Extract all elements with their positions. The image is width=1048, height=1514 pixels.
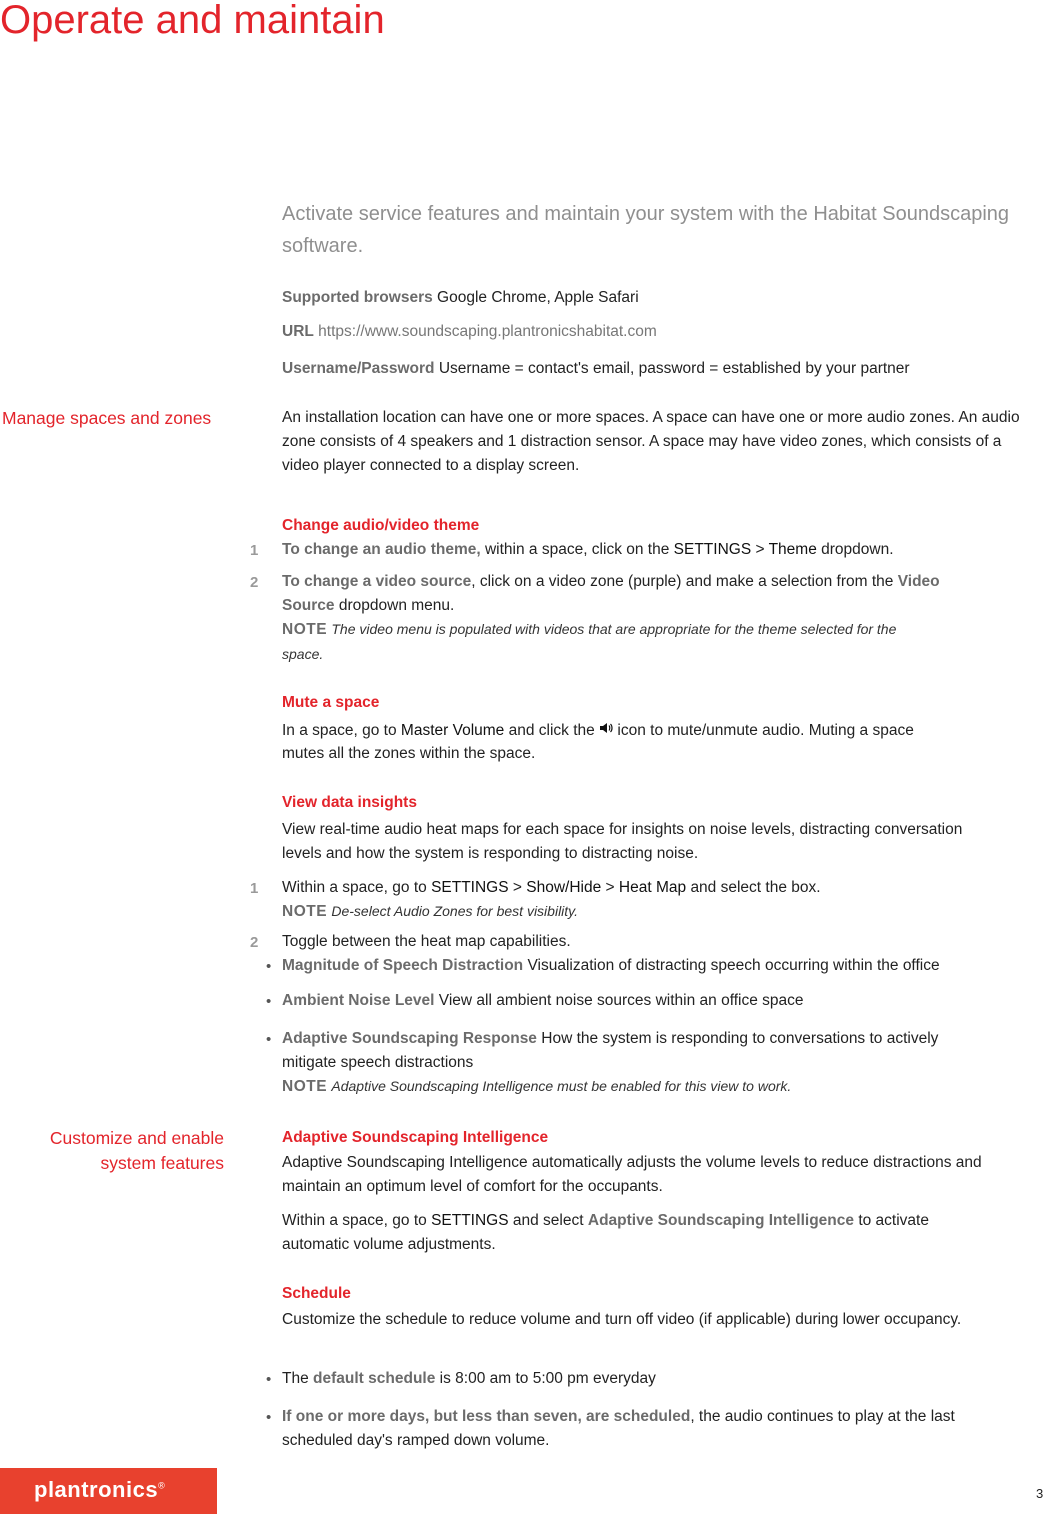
step-text: and select the box. bbox=[690, 879, 821, 896]
asi-text: and select bbox=[512, 1212, 584, 1229]
note-label: NOTE bbox=[282, 1078, 328, 1095]
mute-text: icon to mute/unmute audio. Muting a space bbox=[617, 722, 914, 739]
mute-text: and click the bbox=[508, 722, 595, 739]
url-label: URL bbox=[282, 323, 314, 340]
list-item bbox=[282, 992, 804, 1010]
item-text: scheduled day's ramped down volume. bbox=[282, 1432, 550, 1449]
note-text: space. bbox=[282, 646, 324, 662]
item-text: View all ambient noise sources within an office space bbox=[438, 992, 804, 1009]
insights-heading: View data insights bbox=[282, 794, 417, 811]
step-bold: To change an audio theme, bbox=[282, 541, 481, 558]
list-item bbox=[282, 1408, 955, 1426]
supported-browsers-line bbox=[282, 289, 639, 307]
section-heading-line: system features bbox=[100, 1153, 224, 1173]
note-text: The video menu is populated with videos that are appropriate for the theme selected for the bbox=[331, 621, 897, 637]
item-text: How the system is responding to conversations to actively bbox=[541, 1030, 939, 1047]
page-number: 3 bbox=[1036, 1486, 1044, 1501]
asi-text: to activate bbox=[858, 1212, 929, 1229]
schedule-heading: Schedule bbox=[282, 1285, 351, 1302]
heat-map-term: Heat Map bbox=[618, 879, 687, 896]
separator: > bbox=[605, 879, 615, 896]
theme-step-2-cont bbox=[282, 597, 454, 615]
bullet: • bbox=[266, 1409, 272, 1426]
registered-mark: ® bbox=[158, 1480, 166, 1491]
credentials-line bbox=[282, 360, 910, 378]
step-text: , click on a video zone (purple) and make a selection from the bbox=[471, 573, 894, 590]
list-item-cont bbox=[282, 1054, 473, 1072]
note-label: NOTE bbox=[282, 903, 328, 920]
list-item-cont bbox=[282, 1432, 549, 1450]
item-text: Visualization of distracting speech occurring within the office bbox=[527, 957, 940, 974]
mute-line-2 bbox=[282, 745, 535, 763]
asi-text: Within a space, go to bbox=[282, 1212, 427, 1229]
mute-line-1 bbox=[282, 721, 914, 740]
item-bold: default schedule bbox=[313, 1370, 436, 1387]
brand-name: plantronics bbox=[34, 1477, 159, 1502]
bullet: • bbox=[266, 1371, 272, 1388]
bullet: • bbox=[266, 1031, 272, 1048]
url-value[interactable]: https://www.soundscaping.plantronicshabitat.com bbox=[318, 323, 657, 340]
item-text: is 8:00 am to 5:00 pm everyday bbox=[439, 1370, 656, 1387]
settings-term: SETTINGS bbox=[431, 1212, 509, 1229]
item-text: mitigate speech distractions bbox=[282, 1054, 474, 1071]
source-term: Source bbox=[282, 597, 335, 614]
speaker-icon bbox=[599, 721, 613, 738]
theme-note bbox=[282, 621, 896, 639]
item-bold: Magnitude of Speech Distraction bbox=[282, 957, 524, 974]
step-text: Within a space, go to bbox=[282, 879, 427, 896]
url-line bbox=[282, 323, 657, 341]
section-heading-customize bbox=[0, 1126, 224, 1176]
theme-note-cont bbox=[282, 646, 323, 664]
step-text: dropdown menu. bbox=[338, 597, 455, 614]
item-bold: Ambient Noise Level bbox=[282, 992, 435, 1009]
insights-paragraph: View real-time audio heat maps for each space for insights on noise levels, distracting conversation levels and how the system is responding to distracting noise. bbox=[282, 821, 963, 862]
theme-step-1 bbox=[282, 541, 894, 559]
theme-term: Theme bbox=[768, 541, 817, 558]
asi-term: Adaptive Soundscaping Intelligence bbox=[587, 1212, 855, 1229]
item-text: , the audio continues to play at the last bbox=[690, 1408, 955, 1425]
page-title: Operate and maintain bbox=[0, 0, 385, 42]
item-bold: Adaptive Soundscaping Response bbox=[282, 1030, 537, 1047]
mute-text: In a space, go to bbox=[282, 722, 397, 739]
list-item bbox=[282, 957, 940, 975]
mute-text: mutes all the zones within the space. bbox=[282, 745, 536, 762]
step-number: 1 bbox=[250, 542, 259, 559]
settings-term: SETTINGS bbox=[431, 879, 509, 896]
schedule-paragraph: Customize the schedule to reduce volume and turn off video (if applicable) during lower occupancy. bbox=[282, 1311, 962, 1328]
item-bold: If one or more days, but less than seven, are scheduled bbox=[282, 1408, 691, 1425]
video-term: Video bbox=[897, 573, 940, 590]
item-text: The bbox=[282, 1370, 309, 1387]
step-text: Toggle between the heat map capabilities. bbox=[282, 933, 571, 950]
step-number: 2 bbox=[250, 574, 259, 591]
asi-paragraph: Adaptive Soundscaping Intelligence automatically adjusts the volume levels to reduce distractions and maintain an optimum level of comfort for the occupants. bbox=[282, 1154, 982, 1195]
browsers-label: Supported browsers bbox=[282, 289, 433, 306]
list-item bbox=[282, 1370, 656, 1388]
credentials-label: Username/Password bbox=[282, 360, 435, 377]
note-text: De-select Audio Zones for best visibility. bbox=[331, 903, 579, 919]
bullet: • bbox=[266, 958, 272, 975]
step-text: dropdown. bbox=[821, 541, 894, 558]
insights-step-1 bbox=[282, 879, 821, 897]
credentials-value: Username = contact's email, password = established by your partner bbox=[438, 360, 910, 377]
logo-text bbox=[34, 1477, 165, 1503]
section-heading-line: Customize and enable bbox=[49, 1128, 224, 1148]
show-hide-term: Show/Hide bbox=[526, 879, 602, 896]
note-text: Adaptive Soundscaping Intelligence must be enabled for this view to work. bbox=[331, 1078, 792, 1094]
insights-step-2 bbox=[282, 933, 571, 951]
insights-note-1 bbox=[282, 903, 578, 921]
asi-heading: Adaptive Soundscaping Intelligence bbox=[282, 1129, 549, 1146]
note-label: NOTE bbox=[282, 621, 328, 638]
step-number: 1 bbox=[250, 880, 259, 897]
asi-text: automatic volume adjustments. bbox=[282, 1236, 496, 1253]
settings-term: SETTINGS bbox=[673, 541, 752, 558]
section-heading-manage-spaces: Manage spaces and zones bbox=[2, 408, 212, 428]
step-text: within a space, click on the bbox=[484, 541, 670, 558]
list-item bbox=[282, 1030, 938, 1048]
intro-text: Activate service features and maintain your system with the Habitat Soundscaping software. bbox=[282, 203, 1010, 257]
insights-note-2 bbox=[282, 1078, 791, 1096]
browsers-value: Google Chrome, Apple Safari bbox=[437, 289, 639, 306]
separator: > bbox=[512, 879, 522, 896]
bullet: • bbox=[266, 993, 272, 1010]
theme-step-2 bbox=[282, 573, 940, 591]
mute-heading: Mute a space bbox=[282, 694, 380, 711]
asi-line-1 bbox=[282, 1212, 929, 1230]
step-bold: To change a video source bbox=[282, 573, 472, 590]
plantronics-logo bbox=[0, 1468, 217, 1514]
manage-spaces-paragraph: An installation location can have one or more spaces. A space can have one or more audio zones. An audio zone consists of 4 speakers and 1 distraction sensor. A space may have video zones, which consists of a video player connected to a display screen. bbox=[282, 409, 1020, 474]
asi-line-2 bbox=[282, 1236, 496, 1254]
theme-heading: Change audio/video theme bbox=[282, 517, 480, 534]
master-volume-term: Master Volume bbox=[400, 722, 505, 739]
step-number: 2 bbox=[250, 934, 259, 951]
separator: > bbox=[755, 541, 765, 558]
